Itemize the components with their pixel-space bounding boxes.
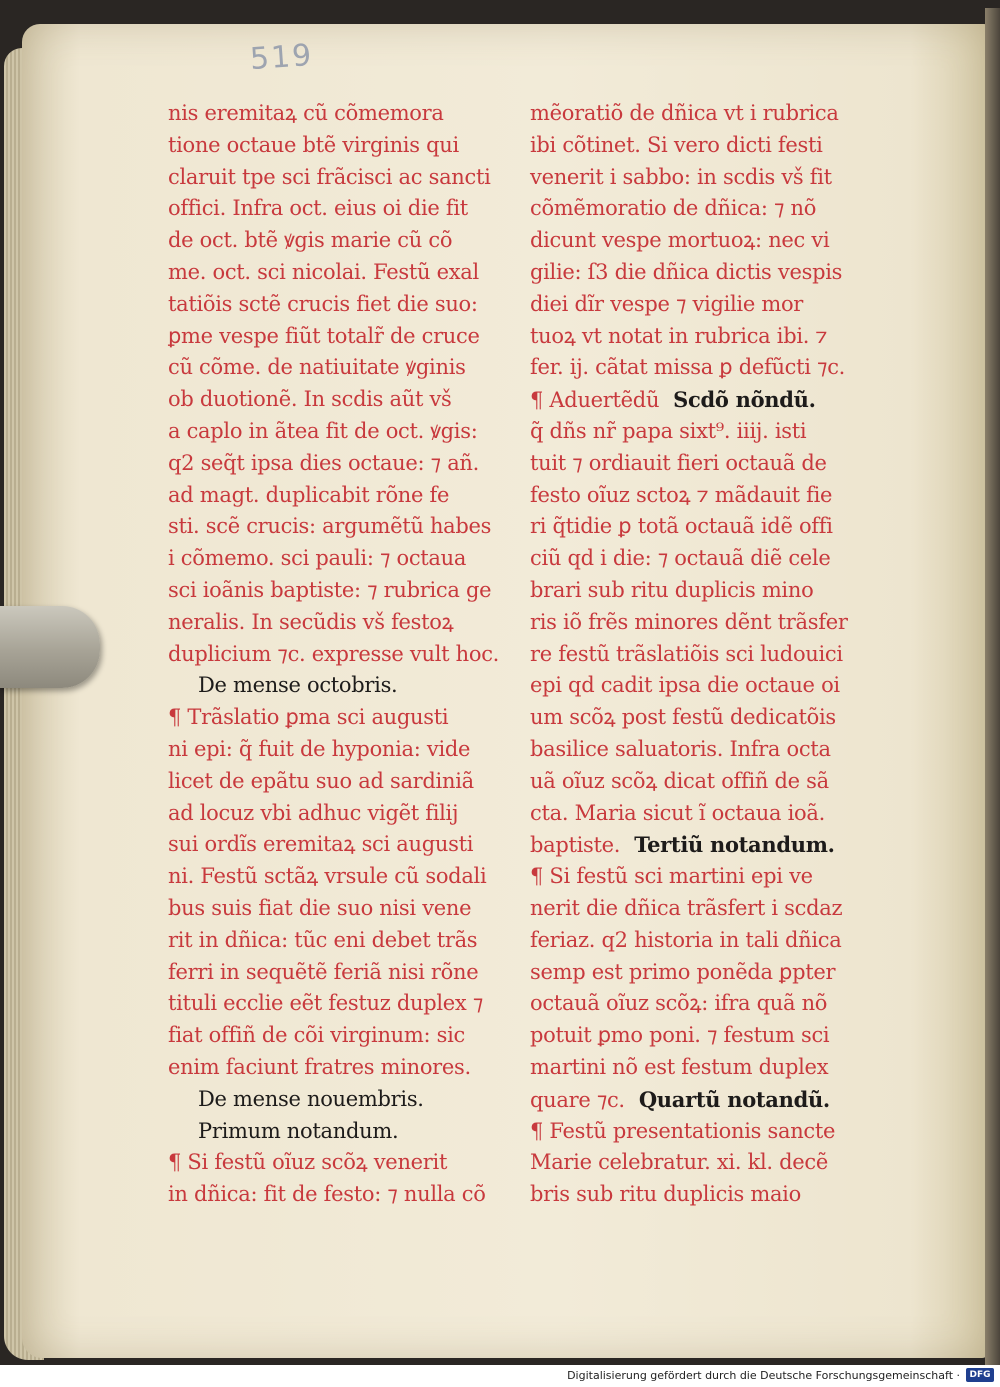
- line-text: fer. ij. cãtat missa ꝑ defũcti ⁊c.: [530, 355, 846, 380]
- text-line: [168, 1052, 518, 1084]
- text-line: [530, 1179, 886, 1211]
- text-line: [168, 480, 518, 512]
- line-text: tatiõis sctẽ crucis fiet die suo:: [168, 291, 478, 316]
- line-text: q2 seq̃t ipsa dies octaue: ⁊ añ.: [168, 450, 480, 475]
- text-line: [168, 1020, 518, 1052]
- text-line: [168, 193, 518, 225]
- binding-edge: [985, 8, 1000, 1365]
- text-line: [168, 543, 518, 575]
- text-line: [168, 511, 518, 543]
- line-text: nis eremitaꝝ cũ cõmemora: [168, 101, 444, 125]
- line-text: diei dĩr vespe ⁊ vigilie mor: [530, 291, 804, 316]
- text-line: [168, 162, 518, 194]
- text-line: [168, 321, 518, 353]
- line-text: Primum notandum.: [198, 1118, 399, 1143]
- line-text: festo oĩuz sctoꝝ ⁊ mãdauit fie: [530, 482, 833, 507]
- text-line: [530, 1116, 886, 1148]
- text-line: [530, 162, 886, 194]
- text-line: [168, 225, 518, 257]
- footer-bar: [0, 1365, 1000, 1387]
- text-line: [168, 575, 518, 607]
- text-line: [530, 448, 886, 480]
- text-line: [530, 480, 886, 512]
- line-text: tuit ⁊ ordiauit fieri octauã de: [530, 450, 827, 475]
- text-line: [168, 416, 518, 448]
- text-line: [530, 957, 886, 989]
- shelfmark: 519: [248, 37, 315, 78]
- line-text: ri q̃tidie ꝑ totã octauã idẽ offi: [530, 514, 833, 539]
- text-line: [530, 1020, 886, 1052]
- left-text-column: [168, 98, 518, 1211]
- line-text: cũ cõme. de natiuitate ꝟginis: [168, 355, 466, 380]
- line-text: ob duotionẽ. In scdis aũt vš: [168, 387, 452, 412]
- line-text: re festũ trãslatiõis sci ludouici: [530, 641, 843, 666]
- text-line: [168, 798, 518, 830]
- line-text: ni epi: q̃ fuit de hyponia: vide: [168, 736, 471, 761]
- line-text: feriaz. q2 historia in tali dñica: [530, 927, 842, 952]
- text-line: [530, 543, 886, 575]
- line-text: ¶ Festũ presentationis sancte: [530, 1118, 836, 1143]
- line-text: uã oĩuz scõꝝ dicat offiñ de sã: [530, 768, 829, 793]
- line-text: tituli ecclie eẽt festuz duplex ⁊: [168, 991, 483, 1016]
- line-text: De mense nouembris.: [198, 1086, 424, 1111]
- text-line: [168, 98, 518, 130]
- line-text: bus suis fiat die suo nisi vene: [168, 895, 472, 920]
- text-line: [530, 98, 886, 130]
- text-line: [530, 321, 886, 353]
- footer-credit: Digitalisierung gefördert durch die Deutsche Forschungsgemeinschaft ·: [567, 1369, 960, 1382]
- text-line: [168, 702, 518, 734]
- line-text: ¶ Trãslatio ꝑma sci augusti: [168, 705, 449, 730]
- line-text: sui ordĩs eremitaꝝ sci augusti: [168, 832, 474, 857]
- text-line: [530, 511, 886, 543]
- line-text: a caplo in ãtea fit de oct. ꝟgis:: [168, 418, 478, 443]
- text-line: [530, 702, 886, 734]
- text-line: [530, 766, 886, 798]
- text-line: [168, 352, 518, 384]
- text-line: [530, 734, 886, 766]
- text-line: [168, 289, 518, 321]
- line-text: ¶ Aduertẽdũ: [530, 388, 660, 413]
- line-text: potuit ꝑmo poni. ⁊ festum sci: [530, 1023, 830, 1048]
- right-text-column: [530, 98, 886, 1211]
- section-heading: Scdõ nõndũ.: [673, 387, 816, 413]
- section-heading: Quartũ notandũ.: [638, 1086, 830, 1112]
- line-text: claruit tpe sci frãcisci ac sancti: [168, 164, 491, 189]
- line-text: ni. Festũ sctãꝝ vrsule cũ sodali: [168, 864, 487, 889]
- line-text: ad magt. duplicabit rõne fe: [168, 482, 450, 507]
- text-line: [530, 289, 886, 321]
- line-text: i cõmemo. sci pauli: ⁊ octaua: [168, 546, 467, 571]
- line-text: ꝑme vespe fiũt totalr̃ de cruce: [168, 323, 480, 348]
- line-text: ferri in sequẽtẽ feriã nisi rõne: [168, 959, 479, 984]
- text-line: [530, 1052, 886, 1084]
- line-text: duplicium ⁊c. expresse vult hoc.: [168, 641, 500, 666]
- text-line: [530, 925, 886, 957]
- text-line: [168, 670, 518, 702]
- text-line: [530, 1147, 886, 1179]
- line-text: me. oct. sci nicolai. Festũ exal: [168, 259, 479, 284]
- text-line: [530, 639, 886, 671]
- text-line: [530, 670, 886, 702]
- text-line: [530, 988, 886, 1020]
- line-text: ¶ Si festũ oĩuz scõꝝ venerit: [168, 1150, 448, 1175]
- line-text: sti. scẽ crucis: argumẽtũ habes: [168, 514, 492, 539]
- line-text: ¶ Si festũ sci martini epi ve: [530, 864, 813, 889]
- line-text: basilice saluatoris. Infra octa: [530, 736, 831, 761]
- text-line: [168, 925, 518, 957]
- text-line: [168, 1147, 518, 1179]
- line-text: dicunt vespe mortuoꝝ: nec vi: [530, 228, 830, 253]
- line-text: offici. Infra oct. eius oi die fit: [168, 196, 468, 221]
- line-text: quare ⁊c.: [530, 1087, 625, 1112]
- text-line: [530, 257, 886, 289]
- text-line: [168, 766, 518, 798]
- line-text: ibi cõtinet. Si vero dicti festi: [530, 132, 823, 157]
- text-line: [530, 130, 886, 162]
- line-text: fiat offiñ de cõi virginum: sic: [168, 1023, 466, 1048]
- text-line: [168, 1179, 518, 1211]
- text-line: [168, 1116, 518, 1148]
- dfg-logo: DFG: [966, 1368, 994, 1382]
- text-line: [168, 607, 518, 639]
- line-text: ris iõ frẽs minores dẽnt trãsfer: [530, 609, 848, 634]
- text-line: [530, 607, 886, 639]
- line-text: de oct. btẽ ꝟgis marie cũ cõ: [168, 228, 453, 253]
- text-line: [530, 225, 886, 257]
- text-line: [168, 130, 518, 162]
- text-line: [168, 829, 518, 861]
- line-text: cta. Maria sicut ĩ octaua ioã.: [530, 800, 825, 825]
- line-text: gilie: ſ3 die dñica dictis vespis: [530, 259, 843, 284]
- line-text: semp est primo ponẽda ꝑpter: [530, 959, 836, 984]
- line-text: licet de epãtu suo ad sardiniã: [168, 768, 474, 793]
- text-line: [168, 257, 518, 289]
- line-text: brari sub ritu duplicis mino: [530, 577, 814, 602]
- text-line: [530, 829, 886, 861]
- line-text: tione octaue btẽ virginis qui: [168, 132, 459, 157]
- text-line: [530, 798, 886, 830]
- line-text: enim faciunt fratres minores.: [168, 1054, 471, 1079]
- text-line: [530, 861, 886, 893]
- line-text: cõmẽmoratio de dñica: ⁊ nõ: [530, 196, 817, 221]
- line-text: q̃ dñs nr̃ papa sixt⁹. iiij. isti: [530, 418, 807, 443]
- line-text: bris sub ritu duplicis maio: [530, 1182, 801, 1207]
- text-line: [168, 384, 518, 416]
- line-text: ciũ qd i die: ⁊ octauã diẽ cele: [530, 546, 831, 571]
- text-line: [530, 893, 886, 925]
- line-text: De mense octobris.: [198, 673, 398, 698]
- line-text: ad locuz vbi adhuc vigẽt filij: [168, 800, 459, 825]
- text-line: [530, 1084, 886, 1116]
- line-text: Marie celebratur. xi. kl. decẽ: [530, 1150, 829, 1175]
- line-text: baptiste.: [530, 833, 621, 858]
- text-line: [530, 352, 886, 384]
- text-line: [168, 734, 518, 766]
- book-clasp: [0, 606, 100, 688]
- text-line: [530, 384, 886, 416]
- line-text: octauã oĩuz scõꝝ: ifra quã nõ: [530, 991, 828, 1016]
- line-text: nerit die dñica trãsfert i scdaz: [530, 895, 843, 920]
- text-line: [168, 1084, 518, 1116]
- text-line: [530, 193, 886, 225]
- text-line: [168, 448, 518, 480]
- line-text: venerit i sabbo: in scdis vš fit: [530, 164, 832, 189]
- line-text: mẽoratiõ de dñica vt i rubrica: [530, 101, 839, 125]
- text-line: [530, 575, 886, 607]
- text-line: [168, 861, 518, 893]
- line-text: in dñica: fit de festo: ⁊ nulla cõ: [168, 1182, 486, 1207]
- line-text: epi qd cadit ipsa die octaue oi: [530, 673, 840, 698]
- text-line: [168, 988, 518, 1020]
- line-text: rit in dñica: tũc eni debet trãs: [168, 927, 478, 952]
- section-heading: Tertiũ notandum.: [634, 832, 835, 858]
- text-line: [168, 957, 518, 989]
- line-text: martini nõ est festum duplex: [530, 1054, 829, 1079]
- text-line: [530, 416, 886, 448]
- line-text: um scõꝝ post festũ dedicatõis: [530, 705, 836, 730]
- text-line: [168, 893, 518, 925]
- line-text: sci ioãnis baptiste: ⁊ rubrica ge: [168, 577, 492, 602]
- line-text: neralis. In secũdis vš festoꝝ: [168, 609, 454, 634]
- text-line: [168, 639, 518, 671]
- line-text: tuoꝝ vt notat in rubrica ibi. ⁊: [530, 323, 828, 348]
